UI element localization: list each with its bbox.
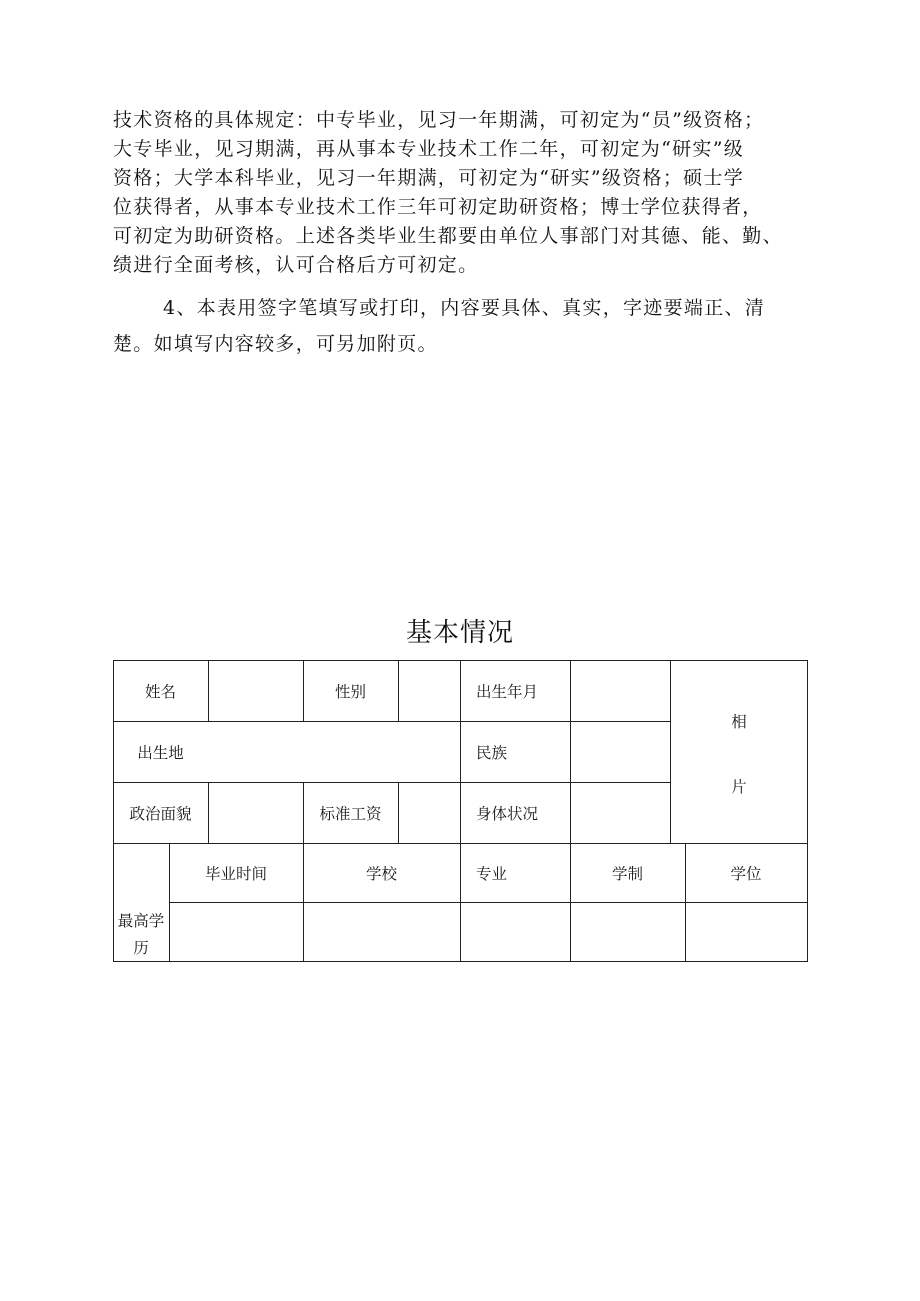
- birthplace-label: 出生地: [137, 743, 184, 762]
- basic-info-form-table: [113, 660, 808, 962]
- degree-field[interactable]: [686, 903, 807, 961]
- paragraph-line: 绩进行全面考核，认可合格后方可初定。: [113, 254, 479, 276]
- table-border-bottom: [113, 961, 808, 962]
- photo-label-1: 相: [731, 713, 747, 731]
- gender-label: 性别: [334, 682, 366, 701]
- study-duration-header: 学制: [611, 864, 643, 883]
- paragraph-line: 技术资格的具体规定：中专毕业，见习一年期满，可初定为“员”级资格；: [113, 109, 765, 131]
- study-duration-field[interactable]: [571, 903, 685, 961]
- paragraph-line: 楚。如填写内容较多，可另加附页。: [113, 333, 438, 355]
- standard-salary-field[interactable]: [399, 783, 460, 843]
- major-header: 专业: [476, 864, 508, 883]
- birth-date-field[interactable]: [571, 661, 670, 721]
- birthplace-field[interactable]: [209, 722, 460, 782]
- paragraph-line: 4、本表用签字笔填写或打印，内容要具体、真实，字迹要端正、清: [163, 297, 766, 319]
- paragraph-line: 大专毕业，见习期满，再从事本专业技术工作二年，可初定为“研实”级: [113, 138, 745, 160]
- degree-header: 学位: [730, 864, 762, 883]
- name-label: 姓名: [144, 682, 176, 701]
- highest-education-label-1: 最高学: [117, 912, 165, 930]
- political-status-label: 政治面貌: [129, 804, 192, 823]
- paragraph-line: 可初定为助研资格。上述各类毕业生都要由单位人事部门对其德、能、勤、: [113, 225, 783, 247]
- paragraph-line: 资格；大学本科毕业，见习一年期满，可初定为“研实”级资格；硕士学: [113, 167, 745, 189]
- ethnicity-field[interactable]: [571, 722, 670, 782]
- table-border-right: [807, 660, 808, 962]
- political-status-field[interactable]: [209, 783, 303, 843]
- name-field[interactable]: [209, 661, 303, 721]
- paragraph-line: 位获得者，从事本专业技术工作三年可初定助研资格；博士学位获得者，: [113, 196, 763, 218]
- health-status-label: 身体状况: [476, 804, 539, 823]
- school-field[interactable]: [304, 903, 460, 961]
- ethnicity-label: 民族: [476, 743, 508, 762]
- section-title: 基本情况: [405, 618, 514, 648]
- table-col-line: [460, 660, 461, 843]
- health-status-field[interactable]: [571, 783, 670, 843]
- standard-salary-label: 标准工资: [319, 804, 382, 823]
- school-header: 学校: [365, 864, 397, 883]
- graduation-time-header: 毕业时间: [204, 864, 267, 883]
- gender-field[interactable]: [399, 661, 460, 721]
- birth-date-label: 出生年月: [476, 682, 539, 701]
- instructions-paragraph-4: [113, 290, 813, 362]
- photo-label-2: 片: [731, 778, 747, 796]
- graduation-time-field[interactable]: [170, 903, 303, 961]
- major-field[interactable]: [461, 903, 570, 961]
- highest-education-label-2: 历: [133, 939, 149, 957]
- photo-field[interactable]: [671, 661, 807, 843]
- instructions-paragraph-3: [113, 106, 813, 280]
